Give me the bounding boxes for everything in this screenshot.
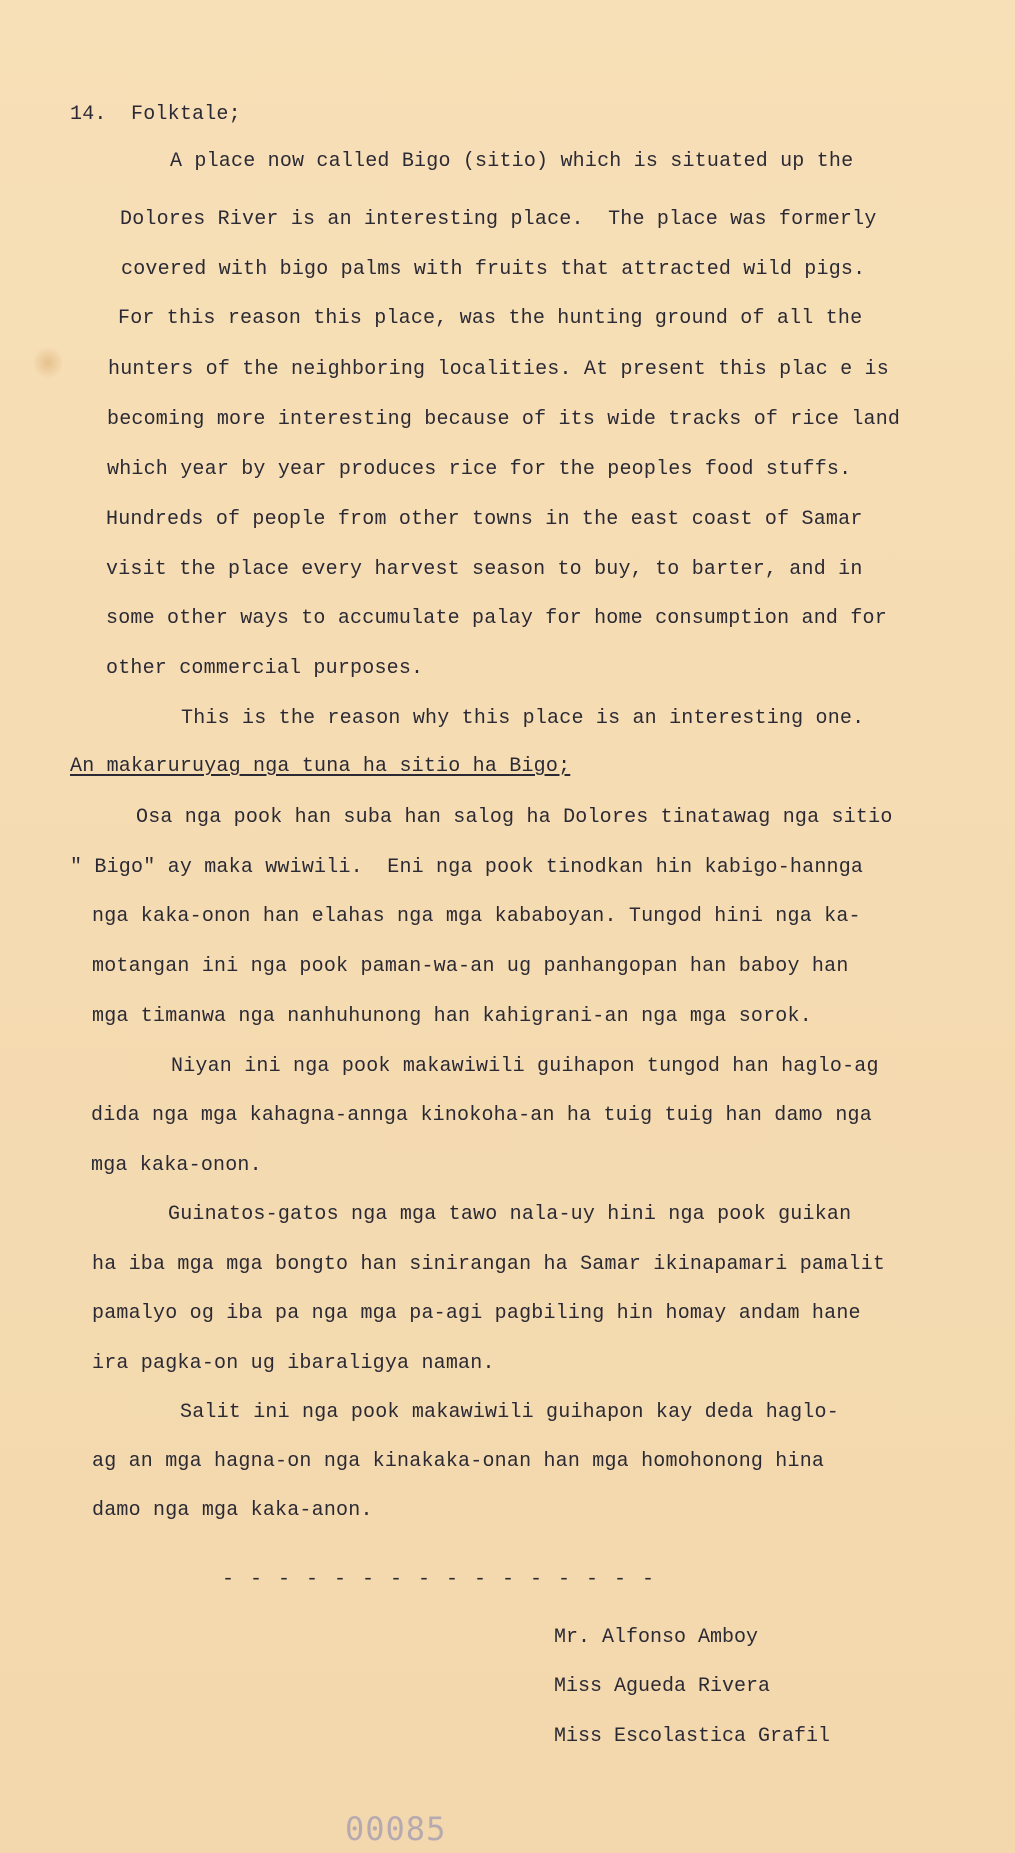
text-line: Guinatos-gatos nga mga tawo nala-uy hini nga pook guikan [168, 1203, 852, 1226]
text-line: Osa nga pook han suba han salog ha Dolores tinatawag nga sitio [136, 806, 893, 829]
signatory-name: Miss Escolastica Grafil [554, 1725, 831, 1748]
text-line: damo nga mga kaka-anon. [92, 1499, 373, 1522]
text-line: " Bigo" ay maka wwiwili. Eni nga pook tinodkan hin kabigo-hannga [70, 856, 864, 879]
text-line: which year by year produces rice for the peoples food stuffs. [107, 458, 852, 481]
text-line: ag an mga hagna-on nga kinakaka-onan han mga homohonong hina [92, 1450, 825, 1473]
english-closing-line: This is the reason why this place is an interesting one. [181, 707, 865, 730]
section-heading: 14. Folktale; [70, 103, 241, 126]
text-line: pamalyo og iba pa nga mga pa-agi pagbiling hin homay andam hane [92, 1302, 861, 1325]
text-line: nga kaka-onon han elahas nga mga kababoyan. Tungod hini nga ka- [92, 905, 861, 928]
text-line: ha iba mga mga bongto han sinirangan ha Samar ikinapamari pamalit [92, 1253, 886, 1276]
text-line: mga timanwa nga nanhuhunong han kahigrani-an nga mga sorok. [92, 1005, 812, 1028]
text-line: dida nga mga kahagna-annga kinokoha-an ha tuig tuig han damo nga [91, 1104, 872, 1127]
signatory-name: Mr. Alfonso Amboy [554, 1626, 759, 1649]
text-line: mga kaka-onon. [91, 1154, 262, 1177]
text-line: becoming more interesting because of its wide tracks of rice land [107, 408, 901, 431]
signatory-name: Miss Agueda Rivera [554, 1675, 771, 1698]
waray-heading: An makaruruyag nga tuna ha sitio ha Bigo; [70, 755, 571, 778]
text-line: some other ways to accumulate palay for home consumption and for [106, 607, 887, 630]
text-line: Salit ini nga pook makawiwili guihapon kay deda haglo- [180, 1401, 839, 1424]
text-line: ira pagka-on ug ibaraligya naman. [92, 1352, 495, 1375]
separator-line: - - - - - - - - - - - - - - - - [222, 1568, 657, 1591]
text-line: Hundreds of people from other towns in the east coast of Samar [106, 508, 863, 531]
text-line: visit the place every harvest season to buy, to barter, and in [106, 558, 863, 581]
text-line: motangan ini nga pook paman-wa-an ug panhangopan han baboy han [92, 955, 849, 978]
text-line: Dolores River is an interesting place. The place was formerly [120, 208, 877, 231]
text-line: other commercial purposes. [106, 657, 424, 680]
text-line: hunters of the neighboring localities. At present this plac e is [108, 358, 889, 381]
text-line: covered with bigo palms with fruits that attracted wild pigs. [121, 258, 866, 281]
text-line: For this reason this place, was the hunting ground of all the [118, 307, 863, 330]
text-line: A place now called Bigo (sitio) which is situated up the [170, 150, 854, 173]
paper-stain [34, 345, 62, 381]
page-number-stamp: 00085 [345, 1810, 447, 1848]
text-line: Niyan ini nga pook makawiwili guihapon tungod han haglo-ag [171, 1055, 879, 1078]
